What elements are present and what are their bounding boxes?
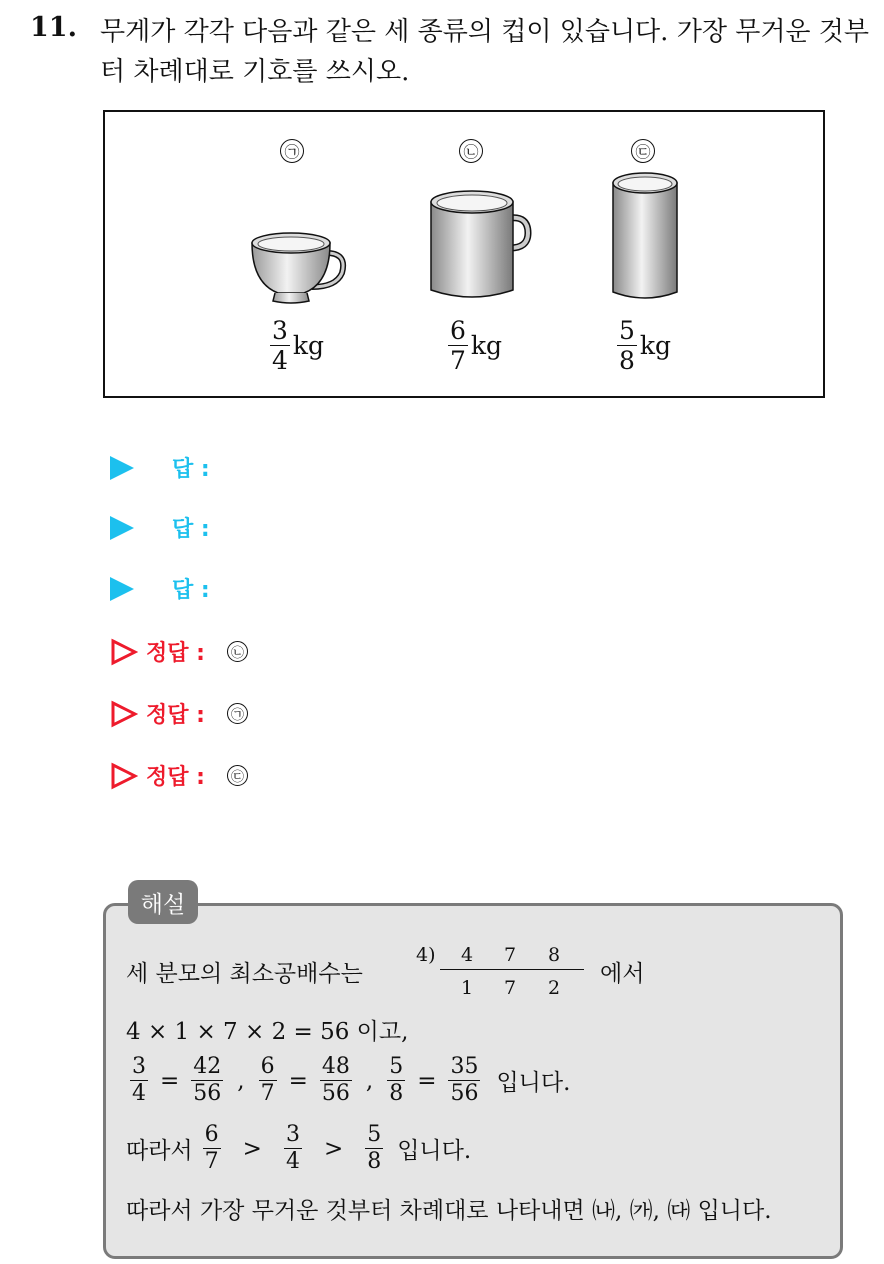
- outline-triangle-icon: [110, 638, 138, 666]
- outline-triangle-icon: [110, 700, 138, 728]
- teacup-icon: [230, 225, 355, 310]
- correct-label: 정답 :: [146, 703, 205, 728]
- fraction: [259, 1056, 277, 1105]
- explanation-line-4: [126, 1124, 471, 1173]
- ladder-bottom-value: 7: [504, 977, 517, 999]
- answer-blank-2[interactable]: [110, 512, 210, 543]
- equals-sign: =: [417, 1067, 437, 1094]
- correct-value: ㉠: [227, 703, 248, 724]
- equals-sign: =: [160, 1067, 180, 1094]
- correct-label: 정답 :: [146, 641, 205, 666]
- play-triangle-icon: [110, 516, 134, 540]
- cup-b-weight: [448, 318, 502, 373]
- numerator: 42: [193, 1054, 222, 1079]
- sentence-end: 입니다.: [397, 1138, 472, 1164]
- answer-blank-3[interactable]: [110, 573, 210, 604]
- cup-a-unit: kg: [292, 331, 325, 360]
- cup-b-label: ㉡: [459, 139, 483, 163]
- numerator: 3: [132, 1054, 146, 1079]
- denominator: 7: [204, 1149, 219, 1174]
- correct-label: 정답 :: [146, 765, 205, 790]
- numerator: 5: [389, 1054, 404, 1079]
- greater-than: >: [242, 1135, 262, 1162]
- denominator: 56: [193, 1081, 222, 1106]
- cup-c-denominator: 8: [619, 346, 635, 375]
- fraction: [365, 1124, 383, 1173]
- numerator: 48: [321, 1054, 350, 1079]
- cup-b-denominator: 7: [450, 346, 466, 375]
- ladder-top-value: 8: [548, 944, 561, 966]
- correct-answer-3: [110, 760, 248, 791]
- play-triangle-icon: [110, 456, 134, 480]
- greater-than: >: [323, 1135, 344, 1162]
- fraction: [203, 1124, 221, 1173]
- denominator: 56: [321, 1081, 350, 1106]
- cup-a-weight: [270, 318, 324, 373]
- tall-glass-icon: [610, 170, 680, 305]
- lcm-intro-text: 세 분모의 최소공배수는: [126, 961, 363, 987]
- fraction: [284, 1124, 302, 1173]
- cup-b-unit: kg: [470, 331, 503, 360]
- ladder-rule: [440, 969, 584, 970]
- numerator: 6: [260, 1054, 275, 1079]
- cup-a-label: ㉠: [280, 139, 304, 163]
- explanation-line-5: 따라서 가장 무거운 것부터 차례대로 나타내면 ㈏, ㈎, ㈐ 입니다.: [126, 1198, 772, 1224]
- numerator: 5: [367, 1122, 382, 1147]
- numerator: 3: [285, 1122, 300, 1147]
- cup-c-weight: [617, 318, 671, 373]
- answer-label: 답 :: [172, 517, 210, 542]
- mug-icon: [428, 188, 533, 308]
- explanation-line-1: [126, 955, 363, 988]
- answer-blank-1[interactable]: [110, 452, 210, 483]
- ladder-bottom-value: 2: [548, 977, 561, 999]
- ladder-top-value: 4: [461, 944, 474, 966]
- cup-c-label: ㉢: [631, 139, 655, 163]
- therefore-text: 따라서: [126, 1138, 193, 1164]
- numerator: 35: [450, 1054, 479, 1079]
- numerator: 6: [204, 1122, 219, 1147]
- explanation-line-2: 4 × 1 × 7 × 2 = 56 이고,: [126, 1019, 409, 1045]
- answer-label: 답 :: [172, 457, 210, 482]
- correct-value: ㉡: [227, 641, 248, 662]
- fraction: [191, 1056, 223, 1105]
- ladder-bottom-value: 1: [461, 977, 474, 999]
- cup-c-numerator: 5: [619, 316, 635, 345]
- cup-a-denominator: 4: [272, 346, 288, 375]
- denominator: 4: [285, 1149, 300, 1174]
- denominator: 7: [260, 1081, 275, 1106]
- ladder-divisor: 4): [416, 944, 436, 966]
- explanation-line-1-post: 에서: [600, 961, 645, 987]
- correct-answer-1: [110, 636, 248, 667]
- play-triangle-icon: [110, 577, 134, 601]
- sentence-end: 입니다.: [496, 1070, 571, 1096]
- denominator: 8: [367, 1149, 382, 1174]
- comma: ,: [237, 1067, 245, 1094]
- correct-value: ㉢: [227, 765, 248, 786]
- equals-sign: =: [288, 1067, 308, 1094]
- outline-triangle-icon: [110, 762, 138, 790]
- ladder-top-value: 7: [504, 944, 517, 966]
- answer-label: 답 :: [172, 578, 210, 603]
- denominator: 4: [132, 1081, 146, 1106]
- fraction: [130, 1056, 148, 1105]
- explanation-line-3: [126, 1056, 570, 1105]
- denominator: 8: [389, 1081, 404, 1106]
- fraction: [448, 1056, 480, 1105]
- question-text: 무게가 각각 다음과 같은 세 종류의 컵이 있습니다. 가장 무거운 것부터 차례대로 기호를 쓰시오.: [100, 17, 870, 87]
- question-number: 11.: [30, 12, 77, 43]
- cup-b-numerator: 6: [450, 316, 466, 345]
- correct-answer-2: [110, 698, 248, 729]
- cup-c-unit: kg: [639, 331, 672, 360]
- explanation-tab: 해설: [128, 880, 198, 924]
- comma: ,: [365, 1067, 374, 1094]
- fraction: [320, 1056, 352, 1105]
- fraction: [387, 1056, 405, 1105]
- denominator: 56: [450, 1081, 479, 1106]
- cup-a-numerator: 3: [272, 316, 288, 345]
